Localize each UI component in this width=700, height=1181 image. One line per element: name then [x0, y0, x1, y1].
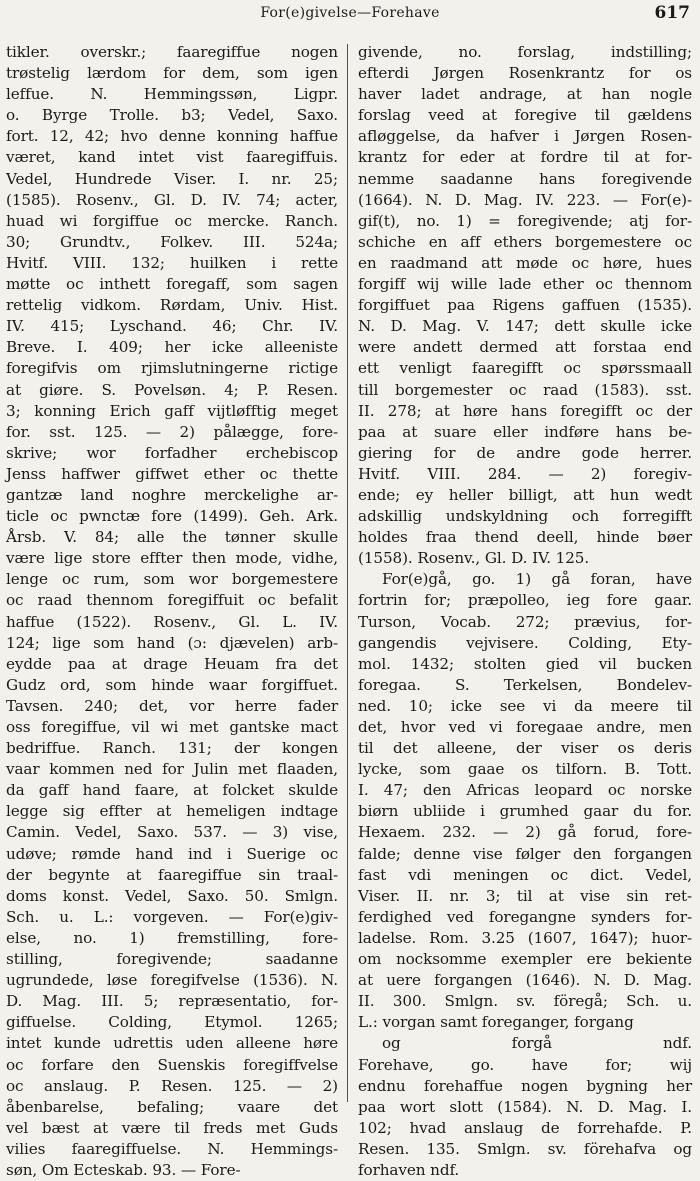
right-column-line: ende; ey heller billigt, att hun wedt	[358, 485, 692, 504]
left-column-line: legge sig effter at hemeligen indtage	[6, 802, 338, 821]
right-column-line: krantz for eder at fordre til at for-	[358, 148, 692, 167]
right-column-line: For(e)gå, go. 1) gå foran, have	[382, 570, 692, 589]
left-column-line: oc anslaug. P. Resen. 125. — 2)	[6, 1076, 338, 1095]
right-column-line: Resen. 135. Smlgn. sv. förehafva og	[358, 1139, 692, 1158]
right-column-line: at uere forgangen (1646). N. D. Mag.	[358, 971, 692, 990]
right-column-line: ned. 10; icke see vi da meere til	[358, 696, 692, 715]
page-number: 617	[654, 3, 690, 23]
right-column-line: gif(t), no. 1) = foregivende; atj for-	[358, 211, 692, 230]
left-column-line: fort. 12, 42; hvo denne konning haffue	[6, 127, 338, 146]
right-column-line: giering for de andre gode herrer.	[358, 443, 692, 462]
left-column-line: Camin. Vedel, Saxo. 537. — 3) vise,	[6, 823, 338, 842]
left-column-line: 30; Grundtv., Folkev. III. 524a;	[6, 232, 338, 251]
right-column-line: falde; denne vise følger den forgangen	[358, 844, 692, 863]
right-column-line: schiche en aff ethers borgemestere oc	[358, 232, 692, 251]
left-column-line: for. sst. 125. — 2) pålægge, fore-	[6, 422, 338, 441]
right-column-line: foregaa. S. Terkelsen, Bondelev-	[358, 675, 692, 694]
left-column-line: gantzæ land noghre merckelighe ar-	[6, 485, 338, 504]
right-column-line: haver ladet andrage, at han nogle	[358, 85, 692, 104]
left-column-line: tikler. overskr.; faaregiffue nogen	[6, 43, 338, 61]
left-column-line: leffue. N. Hemmingssøn, Ligpr.	[6, 85, 338, 104]
left-column-line: IV. 415; Lyschand. 46; Chr. IV.	[6, 317, 338, 336]
left-column-line: søn, Om Ecteskab. 93. — Fore-	[6, 1160, 241, 1179]
right-column-line: L.: vorgan samt foreganger, forgang	[358, 1013, 634, 1032]
right-column-line: forslag veed at foregive til gældens	[358, 106, 692, 125]
right-column-line: Turson, Vocab. 272; prævius, for-	[358, 612, 692, 631]
left-column-line: være lige store effter then mode, vidhe,	[6, 549, 338, 568]
right-column-line: Hexaem. 232. — 2) gå forud, fore-	[358, 823, 692, 842]
left-column-line: bedriffue. Ranch. 131; der kongen	[6, 739, 338, 758]
left-column-line: været, kand intet vist faaregiffuis.	[6, 148, 338, 167]
left-column-line: da gaff hand faare, at folcket skulde	[6, 781, 338, 800]
right-column-line: II. 300. Smlgn. sv. föregå; Sch. u.	[358, 992, 692, 1011]
left-column-line: Breve. I. 409; her icke alleeniste	[6, 338, 338, 357]
left-column-line: rettelig vidkom. Rørdam, Univ. Hist.	[6, 296, 338, 315]
right-column-line: forgiff wij wille lade ether oc thennom	[358, 275, 692, 294]
left-column-line: vel bæst at være til freds met Guds	[6, 1118, 338, 1137]
left-column-line: D. Mag. III. 5; repræsentatio, for-	[6, 992, 338, 1011]
right-column-line: afløggelse, da hafver i Jørgen Rosen-	[358, 127, 692, 146]
right-column-line: (1558). Rosenv., Gl. D. IV. 125.	[358, 549, 590, 568]
left-column-line: Vedel, Hundrede Viser. I. nr. 25;	[6, 169, 338, 188]
left-column-line: intet kunde udrettis uden alleene høre	[6, 1034, 338, 1053]
right-column-line: en raadmand att møde oc høre, hues	[358, 253, 692, 272]
left-column-line: o. Byrge Trolle. b3; Vedel, Saxo.	[6, 106, 338, 125]
running-head: For(e)givelse—Forehave	[260, 5, 440, 21]
left-column-line: oc forfare den Suenskis foregiffvelse	[6, 1055, 338, 1074]
right-column-line: forhaven ndf.	[358, 1160, 460, 1179]
right-column-line: 102; hvad anslaug de forrehafde. P.	[358, 1118, 692, 1137]
left-column-line: Årsb. V. 84; alle the tønner skulle	[6, 528, 338, 547]
page-header	[0, 5, 700, 29]
right-column-line: I. 47; den Africas leopard oc norske	[358, 781, 692, 800]
left-column-line: eydde paa at drage Heuam fra det	[6, 654, 338, 673]
left-column-line: vilies faaregiffuelse. N. Hemmings-	[6, 1139, 338, 1158]
right-column-line: og forgå ndf.	[382, 1034, 692, 1053]
left-column-line: 124; lige som hand (ɔ: djævelen) arb-	[6, 633, 338, 652]
left-column-line: møtte oc inthett foregaff, som sagen	[6, 275, 338, 294]
right-column-line: ett venligt faaregifft oc spørssmaall	[358, 359, 692, 378]
left-column-line: 3; konning Erich gaff vijtløfftig meget	[6, 401, 338, 420]
right-column-line: paa at suare eller indføre hans be-	[358, 422, 692, 441]
left-column-line: vaar kommen ned for Julin met flaaden,	[6, 760, 338, 779]
left-column-line: Sch. u. L.: vorgeven. — For(e)giv-	[6, 907, 338, 926]
right-column-line: lycke, som gaae os tilforn. B. Tott.	[358, 760, 692, 779]
right-column-line: givende, no. forslag, indstilling;	[358, 43, 692, 61]
right-column-line: gangendis vejvisere. Colding, Ety-	[358, 633, 692, 652]
left-column-line: huad wi forgiffue oc mercke. Ranch.	[6, 211, 338, 230]
right-column-line: Viser. II. nr. 3; til at vise sin ret-	[358, 886, 692, 905]
left-column-line: haffue (1522). Rosenv., Gl. L. IV.	[6, 612, 338, 631]
left-column-line: lenge oc rum, som wor borgemestere	[6, 570, 338, 589]
right-column	[358, 42, 692, 1181]
left-column-line: der begynte at faaregiffue sin traal-	[6, 865, 338, 884]
right-column-line: adskillig undskyldning och forregifft	[358, 507, 692, 526]
right-column-line: det, hvor ved vi foregaae andre, men	[358, 718, 692, 736]
left-column-line: ugrundede, løse foregifvelse (1536). N.	[6, 971, 338, 990]
left-column-line: oss foregiffue, vil wi met gantske mact	[6, 718, 338, 736]
right-column-line: till borgemester oc raad (1583). sst.	[358, 380, 692, 399]
right-column-line: endnu forehaffue nogen bygning her	[358, 1076, 692, 1095]
left-column-line: foregifvis om rjimslutningerne rictige	[6, 359, 338, 378]
right-column-line: paa wort slott (1584). N. D. Mag. I.	[358, 1097, 692, 1116]
left-column-line: Hvitf. VIII. 132; huilken i rette	[6, 253, 338, 272]
left-column-line: trøstelig lærdom for dem, som igen	[6, 64, 338, 83]
left-column-line: åbenbarelse, befaling; vaare det	[6, 1097, 338, 1116]
left-column-line: stilling, foregivende; saadanne	[6, 950, 338, 969]
right-column-line: fast vdi meningen oc dict. Vedel,	[358, 865, 692, 884]
right-column-line: efterdi Jørgen Rosenkrantz for os	[358, 64, 692, 83]
left-column-line: Gudz ord, som hinde waar forgiffuet.	[6, 675, 338, 694]
right-column-line: til det alleene, der viser os deris	[358, 739, 692, 758]
right-column-line: om nocksomme exempler ere bekiente	[358, 950, 692, 969]
right-column-line: fortrin for; præpolleo, ieg fore gaar.	[358, 591, 692, 610]
right-column-line: Forehave, go. have for; wij	[358, 1055, 692, 1074]
left-column-line: giffuelse. Colding, Etymol. 1265;	[6, 1013, 338, 1032]
right-column-line: II. 278; at høre hans foregifft oc der	[358, 401, 692, 420]
right-column-line: ferdighed ved foregangne synders for-	[358, 907, 692, 926]
right-column-line: nemme saadanne hans foregivende	[358, 169, 692, 188]
left-column	[6, 42, 338, 1181]
right-column-line: Hvitf. VIII. 284. — 2) foregiv-	[358, 464, 692, 483]
right-column-line: (1664). N. D. Mag. IV. 223. — For(e)-	[358, 190, 692, 209]
left-column-line: Jenss haffwer giffwet ether oc thette	[6, 464, 338, 483]
right-column-line: holdes fraa thend deell, hinde bøer	[358, 528, 692, 547]
left-column-line: udøve; rømde hand ind i Suerige oc	[6, 844, 338, 863]
left-column-line: else, no. 1) fremstilling, fore-	[6, 928, 338, 947]
right-column-line: mol. 1432; stolten gied vil bucken	[358, 654, 692, 673]
right-column-line: were andett dermed att forstaa end	[358, 338, 692, 357]
right-column-line: ladelse. Rom. 3.25 (1607, 1647); huor-	[358, 928, 692, 947]
right-column-line: forgiffuet paa Rigens gaffuen (1535).	[358, 296, 692, 315]
left-column-line: at giøre. S. Povelsøn. 4; P. Resen.	[6, 380, 338, 399]
left-column-line: skrive; wor forfadher erchebiscop	[6, 443, 338, 462]
right-column-line: N. D. Mag. V. 147; dett skulle icke	[358, 317, 692, 336]
left-column-line: oc raad thennom foregiffuit oc befalit	[6, 591, 338, 610]
right-column-line: biørn ubliide i grumhed gaar du for.	[358, 802, 692, 821]
left-column-line: (1585). Rosenv., Gl. D. IV. 74; acter,	[6, 190, 338, 209]
left-column-line: Tavsen. 240; det, vor herre fader	[6, 696, 338, 715]
left-column-line: doms konst. Vedel, Saxo. 50. Smlgn.	[6, 886, 338, 905]
left-column-line: ticle oc pwnctæ fore (1499). Geh. Ark.	[6, 507, 338, 526]
column-divider	[347, 44, 348, 1102]
